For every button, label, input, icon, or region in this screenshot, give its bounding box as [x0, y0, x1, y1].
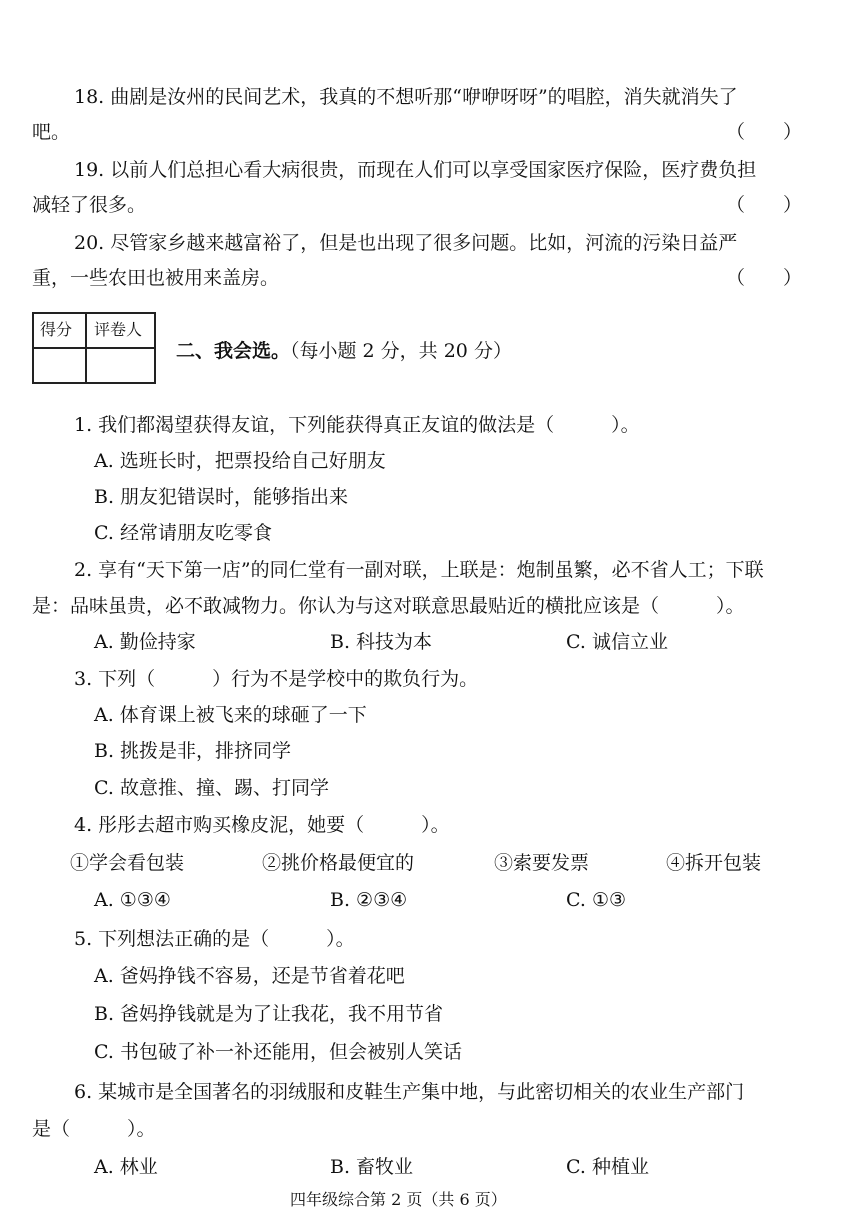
question-3-option-a: A. 体育课上被飞来的球砸了一下	[94, 704, 367, 726]
question-20-line2: 重，一些农田也被用来盖房。	[32, 267, 280, 289]
question-4-item-1: ①学会看包装	[70, 852, 185, 874]
question-2-line2: 是：品味虽贵，必不敢减物力。你认为与这对联意思最贴近的横批应该是（ ）。	[32, 595, 745, 617]
question-6-line1: 6. 某城市是全国著名的羽绒服和皮鞋生产集中地，与此密切相关的农业生产部门	[74, 1081, 745, 1103]
question-19-line1: 19. 以前人们总担心看大病很贵，而现在人们可以享受国家医疗保险，医疗费负担	[74, 159, 757, 181]
grader-label: 评卷人	[94, 320, 143, 339]
question-5-option-a: A. 爸妈挣钱不容易，还是节省着花吧	[94, 965, 405, 987]
question-6-option-c: C. 种植业	[566, 1156, 649, 1178]
question-3-stem: 3. 下列（ ）行为不是学校中的欺负行为。	[74, 668, 479, 690]
question-4-item-3: ③索要发票	[494, 852, 590, 874]
question-2-option-b: B. 科技为本	[330, 631, 433, 653]
question-4-option-c: C. ①③	[566, 889, 627, 911]
question-18-answer-blank: （ ）	[726, 121, 803, 143]
question-18-line1: 18. 曲剧是汝州的民间艺术，我真的不想听那“咿咿呀呀”的唱腔，消失就消失了	[74, 86, 738, 108]
score-table-divider	[34, 347, 154, 349]
question-4-item-2: ②挑价格最便宜的	[262, 852, 415, 874]
section-2-heading	[176, 342, 512, 361]
score-table	[32, 312, 156, 384]
question-1-option-b: B. 朋友犯错误时，能够指出来	[94, 486, 349, 508]
question-1-option-a: A. 选班长时，把票投给自己好朋友	[94, 450, 386, 472]
section-2-title: 二、我会选。	[176, 340, 291, 362]
question-5-option-c: C. 书包破了补一补还能用，但会被别人笑话	[94, 1041, 462, 1063]
question-1-option-c: C. 经常请朋友吃零食	[94, 522, 272, 544]
question-2-option-c: C. 诚信立业	[566, 631, 668, 653]
score-label: 得分	[40, 320, 73, 339]
section-2-note: （每小题 2 分，共 20 分）	[290, 340, 512, 362]
question-20-line1: 20. 尽管家乡越来越富裕了，但是也出现了很多问题。比如，河流的污染日益严	[74, 232, 738, 254]
question-19-line2: 减轻了很多。	[32, 194, 147, 216]
question-19-answer-blank: （ ）	[726, 194, 803, 216]
question-4-stem: 4. 彤彤去超市购买橡皮泥，她要（ ）。	[74, 814, 450, 836]
question-20-answer-blank: （ ）	[726, 267, 803, 289]
question-18-line2: 吧。	[32, 121, 71, 143]
question-6-option-b: B. 畜牧业	[330, 1156, 414, 1178]
question-1-stem: 1. 我们都渴望获得友谊，下列能获得真正友谊的做法是（ ）。	[74, 414, 640, 436]
question-4-option-a: A. ①③④	[94, 889, 171, 911]
question-4-option-b: B. ②③④	[330, 889, 408, 911]
question-4-item-4: ④拆开包装	[666, 852, 762, 874]
question-2-option-a: A. 勤俭持家	[94, 631, 196, 653]
question-5-option-b: B. 爸妈挣钱就是为了让我花，我不用节省	[94, 1003, 444, 1025]
question-5-stem: 5. 下列想法正确的是（ ）。	[74, 928, 355, 950]
page-footer: 四年级综合第 2 页（共 6 页）	[290, 1190, 507, 1209]
question-2-line1: 2. 享有“天下第一店”的同仁堂有一副对联，上联是：炮制虽繁，必不省人工；下联	[74, 559, 764, 581]
question-6-option-a: A. 林业	[94, 1156, 158, 1178]
question-3-option-c: C. 故意推、撞、踢、打同学	[94, 777, 329, 799]
score-table-divider	[85, 314, 87, 382]
question-3-option-b: B. 挑拨是非，排挤同学	[94, 740, 292, 762]
question-6-line2: 是（ ）。	[32, 1118, 156, 1140]
